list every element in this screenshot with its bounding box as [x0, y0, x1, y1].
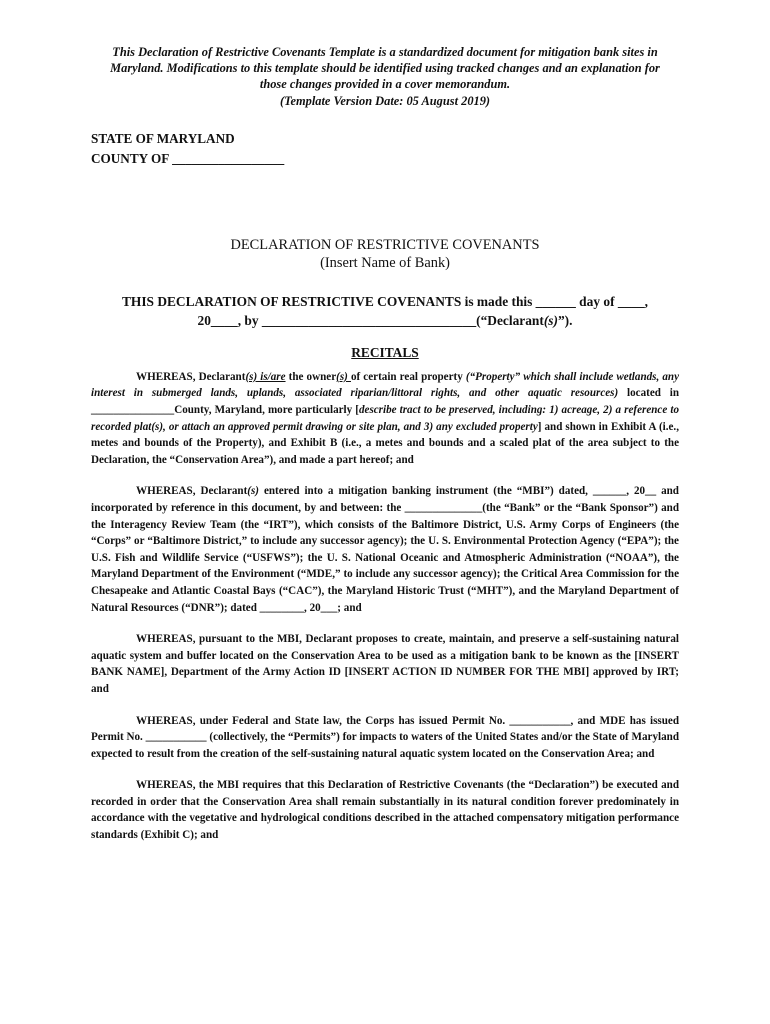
document-title: DECLARATION OF RESTRICTIVE COVENANTS: [230, 236, 540, 253]
recital-1-a: WHEREAS, Declarant: [136, 370, 246, 383]
recital-2-b: (s): [247, 485, 259, 498]
declaration-line-2-a: 20____, by ________________________________(“Declarant: [197, 312, 544, 328]
recital-1-f: (“Property” which shall include wetlands, any interest in submerged lands, uplands, associated riparian/littoral rights, and other aquatic resources): [91, 370, 680, 400]
county-line: COUNTY OF _________________: [91, 150, 285, 166]
declaration-line-2-c: ”).: [557, 312, 573, 328]
recitals-heading: RECITALS: [351, 344, 419, 360]
recital-1-i: ] and shown in Exhibit A (i.e., metes and bounds of the Property), and Exhibit B (i.e., a metes and bounds and a scaled plat of the area subject to the Declaration, the “Conservation Area”), and made a part hereof; and: [91, 420, 679, 466]
recital-1-h: describe tract to be preserved, including: 1) acreage, 2) a reference to recorded plat(s), or attach an approved permit drawing or site plan, and 3) any excluded property: [91, 404, 679, 433]
recital-paragraph-2: [91, 483, 679, 616]
recital-paragraph-4: WHEREAS, under Federal and State law, the Corps has issued Permit No. ___________, and MDE has issued Permit No. ___________ (collectively, the “Permits”) for impacts to waters of the United States and/or the State of Maryland expected to result from the creation of the self-sustaining natural aquatic system located on the Conservation Area; and: [91, 714, 679, 760]
recital-1-e: of certain real property: [350, 370, 466, 383]
recital-1-c: the owner: [285, 370, 337, 383]
recital-paragraph-5: WHEREAS, the MBI requires that this Declaration of Restrictive Covenants (the “Declaration”) be executed and recorded in order that the Conservation Area shall remain substantially in its natural condition forever predominately in accordance with the vegetative and hydrological conditions described in the attached compensatory mitigation performance standards (Exhibit C); and: [91, 779, 679, 842]
recital-paragraph-3: WHEREAS, pursuant to the MBI, Declarant proposes to create, maintain, and preserve a self-sustaining natural aquatic system and buffer located on the Conservation Area to be used as a mitigation bank to be known as the [INSERT BANK NAME], Department of the Army Action ID [INSERT ACTION ID NUMBER FOR THE MBI] approved by IRT; and: [91, 633, 679, 695]
recital-1-b: (s) is/are: [245, 370, 286, 383]
recital-1-d: (s): [336, 370, 351, 383]
state-line: STATE OF MARYLAND: [91, 130, 235, 146]
template-notice-text: This Declaration of Restrictive Covenants Template is a standardized document for mitigation bank sites in Maryland. Modifications to this template should be identified using tracked changes and an explanation for those changes provided in a cover memorandum.: [110, 45, 660, 92]
recital-1-g: located in _______________County, Maryland, more particularly [: [91, 387, 680, 416]
recital-2-a: WHEREAS, Declarant: [136, 485, 248, 498]
declaration-line-2: [91, 311, 679, 330]
recitals-section: [91, 369, 679, 844]
bank-name-placeholder: (Insert Name of Bank): [320, 254, 450, 271]
declaration-opening: [91, 292, 679, 330]
venue-caption: [91, 129, 679, 169]
template-version-date: (Template Version Date: 05 August 2019): [279, 93, 491, 108]
declaration-line-2-b: (s): [543, 312, 558, 328]
document-title-block: [91, 236, 679, 272]
recital-paragraph-1: [91, 369, 679, 469]
recital-2-c: entered into a mitigation banking instrument (the “MBI”) dated, ______, 20__ and incorporated by reference in this document, by and between: the ______________(the “Bank” or the “Bank Sponsor”) and the Interagency Review Team (the “IRT”), which consists of the Baltimore District, U.S. Army Corps of Engineers (the “Corps” or “Baltimore District,” to include any successor agency); the U. S. Environmental Protection Agency (“EPA”); the U.S. Fish and Wildlife Service (“USFWS”); the U. S. National Oceanic and Atmospheric Administration (“NOAA”), the Maryland Department of the Environment (“MDE,” to include any successor agency); the Critical Area Commission for the Chesapeake and Atlantic Coastal Bays (“CAC”), the Maryland Historic Trust (“MHT”), and the Maryland Department of Natural Resources (“DNR”); dated ________, 20___; and: [91, 485, 679, 614]
template-notice: [97, 44, 673, 109]
declaration-line-1: THIS DECLARATION OF RESTRICTIVE COVENANTS is made this ______ day of ____,: [121, 293, 649, 309]
